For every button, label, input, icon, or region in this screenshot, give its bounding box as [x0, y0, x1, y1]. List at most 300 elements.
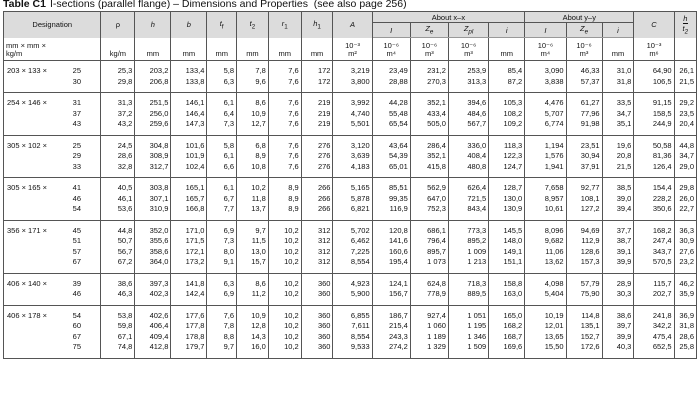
cell-Iy: 9,682 [525, 236, 566, 247]
cell-tw: 10,9 [237, 305, 269, 321]
cell-ix: 151,1 [489, 257, 525, 273]
cell-designation: 305 × 102 × 25 [4, 135, 101, 151]
cell-tf: 6,1 [207, 151, 237, 162]
cell-A: 4,183 [333, 162, 372, 178]
table-row [4, 93, 697, 109]
cell-iy: 38,7 [602, 236, 634, 247]
cell-designation: 54 [4, 204, 101, 220]
cell-ix: 108,2 [489, 109, 525, 120]
cell-Zplx: 773,3 [448, 220, 488, 236]
cell-A: 5,501 [333, 119, 372, 135]
table-row [4, 151, 697, 162]
cell-Zplx: 1 509 [448, 342, 488, 358]
cell-Zplx: 889,5 [448, 289, 488, 305]
cell-Iy: 5,707 [525, 109, 566, 120]
cell-Zplx: 313,3 [448, 77, 488, 93]
group-203x133 [4, 61, 697, 93]
cell-b: 172,1 [171, 247, 207, 258]
cell-h1: 360 [301, 305, 333, 321]
cell-Zex: 562,9 [410, 178, 448, 194]
cell-ix: 149,1 [489, 247, 525, 258]
cell-Zey: 37,91 [566, 162, 602, 178]
cell-Zplx: 480,8 [448, 162, 488, 178]
cell-Zex: 270,3 [410, 77, 448, 93]
cell-h-over-t: 21,5 [674, 77, 696, 93]
cell-C: 202,7 [634, 289, 674, 305]
cell-Zey: 114,8 [566, 305, 602, 321]
cell-b: 141,8 [171, 273, 207, 289]
cell-designation: 51 [4, 236, 101, 247]
cell-iy: 20,8 [602, 151, 634, 162]
cell-designation: 75 [4, 342, 101, 358]
cell-h1: 219 [301, 93, 333, 109]
cell-b: 177,8 [171, 321, 207, 332]
cell-b: 101,6 [171, 135, 207, 151]
cell-b: 179,7 [171, 342, 207, 358]
cell-rho: 25,3 [101, 61, 135, 77]
unit-b: mm [171, 38, 207, 61]
table-note: (see also page 256) [313, 0, 407, 10]
cell-tf: 7,8 [207, 321, 237, 332]
cell-h1: 266 [301, 204, 333, 220]
cell-h: 406,4 [135, 321, 171, 332]
cell-Iy: 8,096 [525, 220, 566, 236]
cell-A: 4,923 [333, 273, 372, 289]
group-406x140 [4, 273, 697, 305]
cell-A: 3,120 [333, 135, 372, 151]
cell-h: 397,3 [135, 273, 171, 289]
cell-h1: 360 [301, 273, 333, 289]
cell-b: 173,2 [171, 257, 207, 273]
cell-r1: 10,2 [268, 332, 301, 343]
cell-tf: 9,7 [207, 342, 237, 358]
table-caption: I-sections (parallel flange) – Dimensions and Properties [49, 0, 308, 10]
cell-Zplx: 721,5 [448, 194, 488, 205]
cell-r1: 8,9 [268, 178, 301, 194]
cell-C: 158,5 [634, 109, 674, 120]
cell-h: 358,6 [135, 247, 171, 258]
table-row [4, 119, 697, 135]
cell-Zey: 23,51 [566, 135, 602, 151]
cell-r1: 10,2 [268, 305, 301, 321]
cell-tw: 11,8 [237, 194, 269, 205]
cell-Ix: 141,6 [372, 236, 410, 247]
cell-Ix: 99,35 [372, 194, 410, 205]
cell-Ix: 28,88 [372, 77, 410, 93]
header-C: C [634, 12, 674, 38]
cell-r1: 7,6 [268, 61, 301, 77]
cell-A: 3,800 [333, 77, 372, 93]
table-row [4, 162, 697, 178]
cell-designation: 46 [4, 289, 101, 305]
cell-Zplx: 1 051 [448, 305, 488, 321]
cell-r1: 10,2 [268, 342, 301, 358]
cell-iy: 33,5 [602, 93, 634, 109]
cell-h1: 276 [301, 151, 333, 162]
cell-A: 5,702 [333, 220, 372, 236]
cell-Ix: 65,54 [372, 119, 410, 135]
cell-b: 101,9 [171, 151, 207, 162]
cell-b: 142,4 [171, 289, 207, 305]
cell-designation: 305 × 165 × 41 [4, 178, 101, 194]
cell-Ix: 54,39 [372, 151, 410, 162]
unit-Ix: 10⁻⁶ m⁴ [372, 38, 410, 61]
cell-h-over-t: 31,8 [674, 321, 696, 332]
cell-Zplx: 626,4 [448, 178, 488, 194]
cell-Iy: 5,404 [525, 289, 566, 305]
cell-Iy: 15,50 [525, 342, 566, 358]
header-rho: ρ [101, 12, 135, 38]
cell-iy: 39,1 [602, 247, 634, 258]
cell-rho: 46,3 [101, 289, 135, 305]
cell-ix: 130,9 [489, 204, 525, 220]
cell-Zey: 152,7 [566, 332, 602, 343]
cell-tw: 6,8 [237, 135, 269, 151]
cell-designation: 29 [4, 151, 101, 162]
cell-h-over-t: 35,9 [674, 289, 696, 305]
cell-A: 7,611 [333, 321, 372, 332]
cell-designation: 33 [4, 162, 101, 178]
cell-h1: 266 [301, 178, 333, 194]
cell-tf: 7,3 [207, 119, 237, 135]
cell-designation: 67 [4, 257, 101, 273]
table-row [4, 342, 697, 358]
cell-iy: 39,9 [602, 257, 634, 273]
header-iy: i [602, 23, 634, 38]
cell-Iy: 1,941 [525, 162, 566, 178]
cell-C: 350,6 [634, 204, 674, 220]
cell-h1: 172 [301, 77, 333, 93]
cell-Zplx: 1 346 [448, 332, 488, 343]
cell-A: 6,462 [333, 236, 372, 247]
cell-Iy: 13,62 [525, 257, 566, 273]
cell-h-over-t: 20,4 [674, 119, 696, 135]
table-row [4, 289, 697, 305]
cell-Zplx: 567,7 [448, 119, 488, 135]
unit-A: 10⁻³ m² [333, 38, 372, 61]
cell-h-over-t: 29,8 [674, 178, 696, 194]
cell-C: 228,2 [634, 194, 674, 205]
cell-h: 259,6 [135, 119, 171, 135]
cell-Iy: 4,476 [525, 93, 566, 109]
cell-Ix: 124,1 [372, 273, 410, 289]
cell-r1: 10,2 [268, 220, 301, 236]
cell-C: 241,8 [634, 305, 674, 321]
unit-Zey: 10⁻⁶ m³ [566, 38, 602, 61]
cell-Zex: 352,1 [410, 93, 448, 109]
cell-h1: 312 [301, 247, 333, 258]
cell-h-over-t: 46,2 [674, 273, 696, 289]
cell-Zex: 927,4 [410, 305, 448, 321]
cell-b: 133,8 [171, 77, 207, 93]
cell-b: 171,5 [171, 236, 207, 247]
cell-C: 91,15 [634, 93, 674, 109]
cell-iy: 19,6 [602, 135, 634, 151]
cell-Ix: 65,01 [372, 162, 410, 178]
cell-iy: 34,7 [602, 109, 634, 120]
cell-designation: 60 [4, 321, 101, 332]
cell-h: 308,9 [135, 151, 171, 162]
unit-ix: mm [489, 38, 525, 61]
cell-rho: 38,6 [101, 273, 135, 289]
cell-h-over-t: 27,6 [674, 247, 696, 258]
cell-h-over-t: 23,2 [674, 257, 696, 273]
cell-C: 115,7 [634, 273, 674, 289]
cell-h: 402,3 [135, 289, 171, 305]
cell-h: 409,4 [135, 332, 171, 343]
cell-tw: 16,0 [237, 342, 269, 358]
table-row [4, 178, 697, 194]
cell-tw: 12,7 [237, 119, 269, 135]
header-Zex: $Z_e$ [410, 23, 448, 38]
cell-Zey: 172,6 [566, 342, 602, 358]
cell-A: 5,165 [333, 178, 372, 194]
unit-iy: mm [602, 38, 634, 61]
header-row-units [4, 38, 697, 61]
cell-Zey: 128,6 [566, 247, 602, 258]
header-Ix: I [372, 23, 410, 38]
cell-ix: 87,2 [489, 77, 525, 93]
cell-rho: 31,3 [101, 93, 135, 109]
cell-ix: 169,6 [489, 342, 525, 358]
cell-h-over-t: 26,0 [674, 194, 696, 205]
cell-Iy: 3,838 [525, 77, 566, 93]
cell-r1: 10,2 [268, 236, 301, 247]
header-Zey: $Z_e$ [566, 23, 602, 38]
cell-rho: 40,5 [101, 178, 135, 194]
cell-b: 177,6 [171, 305, 207, 321]
cell-b: 147,3 [171, 119, 207, 135]
cell-ix: 122,3 [489, 151, 525, 162]
cell-Ix: 43,64 [372, 135, 410, 151]
cell-Ix: 243,3 [372, 332, 410, 343]
cell-designation: 67 [4, 332, 101, 343]
cell-Zey: 108,1 [566, 194, 602, 205]
cell-Iy: 3,090 [525, 61, 566, 77]
cell-r1: 7,6 [268, 119, 301, 135]
cell-designation: 57 [4, 247, 101, 258]
unit-Iy: 10⁻⁶ m⁴ [525, 38, 566, 61]
cell-r1: 10,2 [268, 247, 301, 258]
cell-ix: 124,7 [489, 162, 525, 178]
cell-A: 8,554 [333, 257, 372, 273]
cell-designation: 254 × 146 × 31 [4, 93, 101, 109]
cell-ix: 128,7 [489, 178, 525, 194]
cell-designation: 203 × 133 × 25 [4, 61, 101, 77]
cell-C: 154,4 [634, 178, 674, 194]
cell-h-over-t: 44,8 [674, 135, 696, 151]
cell-r1: 7,6 [268, 109, 301, 120]
cell-rho: 67,1 [101, 332, 135, 343]
cell-Zey: 46,33 [566, 61, 602, 77]
cell-Iy: 4,098 [525, 273, 566, 289]
cell-b: 171,0 [171, 220, 207, 236]
cell-tf: 6,7 [207, 194, 237, 205]
cell-tf: 5,8 [207, 61, 237, 77]
cell-Zey: 57,79 [566, 273, 602, 289]
cell-b: 102,4 [171, 162, 207, 178]
cell-C: 244,9 [634, 119, 674, 135]
cell-h1: 312 [301, 257, 333, 273]
cell-h: 256,0 [135, 109, 171, 120]
cell-C: 652,5 [634, 342, 674, 358]
section-properties-table [3, 11, 697, 359]
cell-C: 126,4 [634, 162, 674, 178]
cell-iy: 38,5 [602, 178, 634, 194]
cell-r1: 10,2 [268, 273, 301, 289]
header-h1: $h_1$ [301, 12, 333, 38]
unit-C: 10⁻³ m⁶ [634, 38, 674, 61]
cell-iy: 21,5 [602, 162, 634, 178]
cell-tw: 12,8 [237, 321, 269, 332]
cell-designation: 30 [4, 77, 101, 93]
cell-Zplx: 336,0 [448, 135, 488, 151]
header-about-y: About y–y [525, 12, 634, 23]
cell-r1: 8,9 [268, 194, 301, 205]
cell-designation: 46 [4, 194, 101, 205]
cell-Zplx: 895,2 [448, 236, 488, 247]
cell-A: 3,219 [333, 61, 372, 77]
cell-Zey: 127,2 [566, 204, 602, 220]
cell-tw: 8,9 [237, 151, 269, 162]
unit-tf: mm [207, 38, 237, 61]
table-row [4, 61, 697, 77]
cell-ix: 109,2 [489, 119, 525, 135]
cell-iy: 37,7 [602, 220, 634, 236]
cell-r1: 7,6 [268, 135, 301, 151]
table-title [3, 0, 407, 10]
cell-C: 168,2 [634, 220, 674, 236]
cell-h: 312,7 [135, 162, 171, 178]
table-row [4, 194, 697, 205]
table-row [4, 257, 697, 273]
cell-designation: 406 × 178 × 54 [4, 305, 101, 321]
cell-Iy: 6,774 [525, 119, 566, 135]
cell-Ix: 44,28 [372, 93, 410, 109]
cell-Ix: 215,4 [372, 321, 410, 332]
cell-tw: 13,7 [237, 204, 269, 220]
cell-tw: 8,6 [237, 273, 269, 289]
cell-Ix: 120,8 [372, 220, 410, 236]
cell-tw: 11,2 [237, 289, 269, 305]
table-row [4, 321, 697, 332]
cell-Ix: 55,48 [372, 109, 410, 120]
cell-rho: 37,2 [101, 109, 135, 120]
cell-Zplx: 408,4 [448, 151, 488, 162]
group-406x178 [4, 305, 697, 358]
cell-iy: 31,0 [602, 61, 634, 77]
cell-tf: 6,3 [207, 273, 237, 289]
table-row [4, 135, 697, 151]
cell-A: 6,821 [333, 204, 372, 220]
cell-h-over-t: 22,7 [674, 204, 696, 220]
cell-Zex: 1 329 [410, 342, 448, 358]
cell-ix: 85,4 [489, 61, 525, 77]
cell-tw: 11,5 [237, 236, 269, 247]
table-label: Table C1 [3, 0, 46, 10]
cell-h: 303,8 [135, 178, 171, 194]
cell-ix: 168,2 [489, 321, 525, 332]
cell-Iy: 11,06 [525, 247, 566, 258]
cell-ix: 148,0 [489, 236, 525, 247]
cell-h-over-t: 28,6 [674, 332, 696, 343]
cell-b: 146,4 [171, 109, 207, 120]
cell-h1: 219 [301, 119, 333, 135]
unit-Zex: 10⁻⁶ m³ [410, 38, 448, 61]
cell-tf: 5,8 [207, 135, 237, 151]
cell-tf: 6,1 [207, 178, 237, 194]
cell-A: 3,639 [333, 151, 372, 162]
cell-A: 6,855 [333, 305, 372, 321]
cell-b: 165,7 [171, 194, 207, 205]
header-b: b [171, 12, 207, 38]
unit-h1: mm [301, 38, 333, 61]
group-356x171 [4, 220, 697, 273]
cell-Zex: 286,4 [410, 135, 448, 151]
header-h: h [135, 12, 171, 38]
unit-h: mm [135, 38, 171, 61]
cell-Zex: 778,9 [410, 289, 448, 305]
cell-ix: 168,7 [489, 332, 525, 343]
cell-Iy: 1,576 [525, 151, 566, 162]
cell-Ix: 156,7 [372, 289, 410, 305]
cell-Zex: 796,4 [410, 236, 448, 247]
cell-tw: 7,8 [237, 61, 269, 77]
cell-b: 133,4 [171, 61, 207, 77]
cell-Zey: 57,37 [566, 77, 602, 93]
cell-h1: 219 [301, 109, 333, 120]
cell-rho: 53,6 [101, 204, 135, 220]
cell-Zey: 112,9 [566, 236, 602, 247]
cell-r1: 7,6 [268, 77, 301, 93]
cell-iy: 40,3 [602, 342, 634, 358]
cell-Zex: 686,1 [410, 220, 448, 236]
cell-h1: 360 [301, 332, 333, 343]
cell-rho: 56,7 [101, 247, 135, 258]
cell-Zex: 505,0 [410, 119, 448, 135]
cell-C: 247,4 [634, 236, 674, 247]
cell-Zplx: 484,6 [448, 109, 488, 120]
cell-Zex: 1 060 [410, 321, 448, 332]
cell-Zplx: 394,6 [448, 93, 488, 109]
header-r1: $r_1$ [268, 12, 301, 38]
cell-A: 5,900 [333, 289, 372, 305]
header-ix: i [489, 23, 525, 38]
cell-Zey: 157,3 [566, 257, 602, 273]
cell-Iy: 12,01 [525, 321, 566, 332]
cell-tf: 6,1 [207, 93, 237, 109]
cell-A: 8,554 [333, 332, 372, 343]
cell-tf: 7,3 [207, 236, 237, 247]
table-row [4, 332, 697, 343]
cell-h1: 266 [301, 194, 333, 205]
cell-Zey: 61,27 [566, 93, 602, 109]
cell-rho: 24,5 [101, 135, 135, 151]
cell-r1: 7,6 [268, 162, 301, 178]
cell-tf: 6,9 [207, 220, 237, 236]
cell-r1: 10,2 [268, 321, 301, 332]
cell-h1: 360 [301, 342, 333, 358]
cell-C: 106,5 [634, 77, 674, 93]
cell-tw: 8,6 [237, 93, 269, 109]
cell-Zex: 752,3 [410, 204, 448, 220]
cell-Zplx: 1 195 [448, 321, 488, 332]
cell-tw: 13,0 [237, 247, 269, 258]
cell-Zplx: 253,9 [448, 61, 488, 77]
cell-tw: 15,7 [237, 257, 269, 273]
cell-Ix: 186,7 [372, 305, 410, 321]
cell-tw: 10,2 [237, 178, 269, 194]
